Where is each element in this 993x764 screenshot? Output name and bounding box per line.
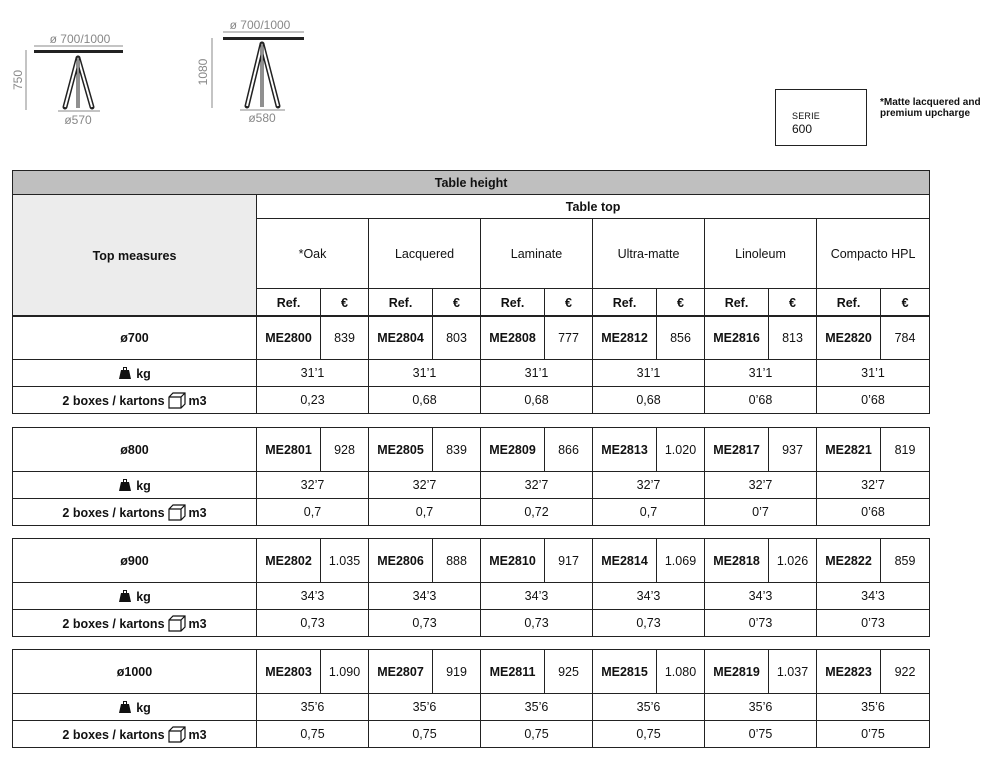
ref-cell: ME2821 bbox=[817, 428, 881, 472]
weight-icon bbox=[118, 589, 132, 603]
volume-cell: 0,75 bbox=[593, 721, 705, 748]
volume-cell: 0’68 bbox=[817, 387, 930, 414]
weight-cell: 32’7 bbox=[481, 472, 593, 499]
kg-label: kg bbox=[136, 700, 151, 715]
m3-label: m3 bbox=[188, 505, 207, 520]
table-top-header: Table top bbox=[257, 195, 930, 219]
ref-cell: ME2808 bbox=[481, 316, 545, 360]
ref-column-header: Ref. bbox=[705, 289, 769, 317]
weight-cell: 32’7 bbox=[257, 472, 369, 499]
weight-row bbox=[13, 694, 930, 721]
size-label: ø900 bbox=[13, 539, 257, 583]
price-column-header: € bbox=[433, 289, 481, 317]
volume-row bbox=[13, 387, 930, 414]
weight-row bbox=[13, 583, 930, 610]
price-cell: 839 bbox=[321, 316, 369, 360]
material-header: Lacquered bbox=[369, 219, 481, 289]
ref-cell: ME2804 bbox=[369, 316, 433, 360]
weight-cell: 32’7 bbox=[817, 472, 930, 499]
ref-cell: ME2813 bbox=[593, 428, 657, 472]
ref-cell: ME2811 bbox=[481, 650, 545, 694]
weight-cell: 35’6 bbox=[369, 694, 481, 721]
high-table-top-dimension: ø 700/1000 bbox=[229, 18, 291, 32]
size-group-table bbox=[12, 538, 930, 637]
weight-cell: 32’7 bbox=[593, 472, 705, 499]
ref-cell: ME2814 bbox=[593, 539, 657, 583]
price-cell: 937 bbox=[769, 428, 817, 472]
ref-cell: ME2822 bbox=[817, 539, 881, 583]
price-column-header: € bbox=[769, 289, 817, 317]
weight-cell: 34’3 bbox=[257, 583, 369, 610]
weight-cell: 34’3 bbox=[369, 583, 481, 610]
weight-icon bbox=[118, 366, 132, 380]
ref-cell: ME2819 bbox=[705, 650, 769, 694]
weight-cell: 35’6 bbox=[481, 694, 593, 721]
weight-row bbox=[13, 360, 930, 387]
ref-cell: ME2809 bbox=[481, 428, 545, 472]
price-cell: 928 bbox=[321, 428, 369, 472]
upcharge-note: *Matte lacquered and premium upcharge bbox=[880, 97, 981, 119]
volume-cell: 0’7 bbox=[705, 499, 817, 526]
weight-row bbox=[13, 472, 930, 499]
ref-cell: ME2816 bbox=[705, 316, 769, 360]
low-table-height-dimension: 750 bbox=[11, 69, 25, 91]
size-group-table bbox=[12, 649, 930, 748]
price-cell: 1.080 bbox=[657, 650, 705, 694]
price-row bbox=[13, 428, 930, 472]
boxes-label: 2 boxes / kartons bbox=[62, 393, 165, 408]
material-header: Laminate bbox=[481, 219, 593, 289]
price-row bbox=[13, 539, 930, 583]
header-table bbox=[12, 170, 930, 317]
box-icon bbox=[168, 392, 186, 409]
volume-cell: 0,68 bbox=[369, 387, 481, 414]
price-cell: 1.035 bbox=[321, 539, 369, 583]
price-column-header: € bbox=[321, 289, 369, 317]
volume-cell: 0,75 bbox=[257, 721, 369, 748]
volume-row bbox=[13, 610, 930, 637]
volume-cell: 0,68 bbox=[593, 387, 705, 414]
volume-cell: 0,73 bbox=[369, 610, 481, 637]
price-cell: 917 bbox=[545, 539, 593, 583]
weight-cell: 34’3 bbox=[481, 583, 593, 610]
low-table-base-dimension: ø570 bbox=[64, 113, 92, 127]
weight-cell: 34’3 bbox=[817, 583, 930, 610]
serie-label: SERIE bbox=[792, 111, 821, 121]
weight-label bbox=[13, 360, 257, 387]
volume-cell: 0’75 bbox=[705, 721, 817, 748]
price-cell: 1.020 bbox=[657, 428, 705, 472]
volume-cell: 0’68 bbox=[817, 499, 930, 526]
weight-label bbox=[13, 472, 257, 499]
price-cell: 839 bbox=[433, 428, 481, 472]
price-column-header: € bbox=[545, 289, 593, 317]
price-cell: 1.026 bbox=[769, 539, 817, 583]
ref-cell: ME2815 bbox=[593, 650, 657, 694]
boxes-label: 2 boxes / kartons bbox=[62, 616, 165, 631]
m3-label: m3 bbox=[188, 616, 207, 631]
ref-cell: ME2817 bbox=[705, 428, 769, 472]
ref-cell: ME2812 bbox=[593, 316, 657, 360]
volume-cell: 0,68 bbox=[481, 387, 593, 414]
ref-cell: ME2807 bbox=[369, 650, 433, 694]
weight-cell: 35’6 bbox=[817, 694, 930, 721]
box-icon bbox=[168, 615, 186, 632]
ref-cell: ME2805 bbox=[369, 428, 433, 472]
price-cell: 925 bbox=[545, 650, 593, 694]
price-cell: 922 bbox=[881, 650, 930, 694]
volume-cell: 0,7 bbox=[593, 499, 705, 526]
price-cell: 856 bbox=[657, 316, 705, 360]
ref-cell: ME2801 bbox=[257, 428, 321, 472]
ref-cell: ME2818 bbox=[705, 539, 769, 583]
kg-label: kg bbox=[136, 589, 151, 604]
box-icon bbox=[168, 504, 186, 521]
volume-cell: 0,23 bbox=[257, 387, 369, 414]
boxes-label: 2 boxes / kartons bbox=[62, 505, 165, 520]
ref-column-header: Ref. bbox=[369, 289, 433, 317]
top-measures-header: Top measures bbox=[13, 195, 257, 317]
price-column-header: € bbox=[657, 289, 705, 317]
price-cell: 1.037 bbox=[769, 650, 817, 694]
weight-cell: 32’7 bbox=[705, 472, 817, 499]
weight-cell: 35’6 bbox=[593, 694, 705, 721]
price-cell: 888 bbox=[433, 539, 481, 583]
volume-row bbox=[13, 499, 930, 526]
weight-cell: 31’1 bbox=[257, 360, 369, 387]
volume-label bbox=[13, 610, 257, 637]
ref-cell: ME2823 bbox=[817, 650, 881, 694]
box-icon bbox=[168, 726, 186, 743]
serie-box bbox=[775, 89, 867, 146]
volume-cell: 0,7 bbox=[369, 499, 481, 526]
material-header: Ultra-matte bbox=[593, 219, 705, 289]
volume-cell: 0,73 bbox=[593, 610, 705, 637]
volume-cell: 0,75 bbox=[481, 721, 593, 748]
weight-cell: 35’6 bbox=[257, 694, 369, 721]
volume-cell: 0,75 bbox=[369, 721, 481, 748]
weight-cell: 31’1 bbox=[481, 360, 593, 387]
price-cell: 1.069 bbox=[657, 539, 705, 583]
price-cell: 859 bbox=[881, 539, 930, 583]
weight-cell: 31’1 bbox=[369, 360, 481, 387]
volume-cell: 0’73 bbox=[817, 610, 930, 637]
volume-label bbox=[13, 721, 257, 748]
size-label: ø700 bbox=[13, 316, 257, 360]
price-cell: 1.090 bbox=[321, 650, 369, 694]
volume-cell: 0,7 bbox=[257, 499, 369, 526]
high-table-height-dimension: 1080 bbox=[196, 58, 210, 86]
ref-cell: ME2810 bbox=[481, 539, 545, 583]
boxes-label: 2 boxes / kartons bbox=[62, 727, 165, 742]
price-cell: 803 bbox=[433, 316, 481, 360]
ref-column-header: Ref. bbox=[481, 289, 545, 317]
price-cell: 819 bbox=[881, 428, 930, 472]
m3-label: m3 bbox=[188, 393, 207, 408]
m3-label: m3 bbox=[188, 727, 207, 742]
size-group-table bbox=[12, 427, 930, 526]
price-cell: 866 bbox=[545, 428, 593, 472]
high-table-drawing bbox=[190, 14, 320, 128]
size-label: ø1000 bbox=[13, 650, 257, 694]
volume-cell: 0’68 bbox=[705, 387, 817, 414]
volume-cell: 0,72 bbox=[481, 499, 593, 526]
serie-number: 600 bbox=[792, 122, 813, 136]
weight-icon bbox=[118, 478, 132, 492]
volume-label bbox=[13, 387, 257, 414]
volume-cell: 0,73 bbox=[481, 610, 593, 637]
volume-cell: 0’73 bbox=[705, 610, 817, 637]
volume-row bbox=[13, 721, 930, 748]
ref-cell: ME2806 bbox=[369, 539, 433, 583]
price-cell: 919 bbox=[433, 650, 481, 694]
high-table-base-dimension: ø580 bbox=[248, 111, 276, 125]
size-label: ø800 bbox=[13, 428, 257, 472]
ref-column-header: Ref. bbox=[817, 289, 881, 317]
low-table-drawing bbox=[10, 28, 150, 130]
volume-cell: 0’75 bbox=[817, 721, 930, 748]
weight-cell: 35’6 bbox=[705, 694, 817, 721]
weight-icon bbox=[118, 700, 132, 714]
ref-cell: ME2800 bbox=[257, 316, 321, 360]
material-header: Linoleum bbox=[705, 219, 817, 289]
volume-cell: 0,73 bbox=[257, 610, 369, 637]
weight-cell: 31’1 bbox=[593, 360, 705, 387]
ref-column-header: Ref. bbox=[593, 289, 657, 317]
kg-label: kg bbox=[136, 478, 151, 493]
price-cell: 777 bbox=[545, 316, 593, 360]
weight-cell: 32’7 bbox=[369, 472, 481, 499]
price-column-header: € bbox=[881, 289, 930, 317]
price-cell: 784 bbox=[881, 316, 930, 360]
size-group-table bbox=[12, 315, 930, 414]
weight-cell: 34’3 bbox=[593, 583, 705, 610]
volume-label bbox=[13, 499, 257, 526]
material-header: Compacto HPL bbox=[817, 219, 930, 289]
weight-cell: 31’1 bbox=[705, 360, 817, 387]
material-header: *Oak bbox=[257, 219, 369, 289]
ref-column-header: Ref. bbox=[257, 289, 321, 317]
price-cell: 813 bbox=[769, 316, 817, 360]
ref-cell: ME2803 bbox=[257, 650, 321, 694]
price-row bbox=[13, 316, 930, 360]
weight-cell: 31’1 bbox=[817, 360, 930, 387]
ref-cell: ME2802 bbox=[257, 539, 321, 583]
low-table-top-dimension: ø 700/1000 bbox=[49, 32, 111, 46]
ref-cell: ME2820 bbox=[817, 316, 881, 360]
weight-label bbox=[13, 583, 257, 610]
table-height-header: Table height bbox=[13, 171, 930, 195]
weight-cell: 34’3 bbox=[705, 583, 817, 610]
kg-label: kg bbox=[136, 366, 151, 381]
weight-label bbox=[13, 694, 257, 721]
price-row bbox=[13, 650, 930, 694]
